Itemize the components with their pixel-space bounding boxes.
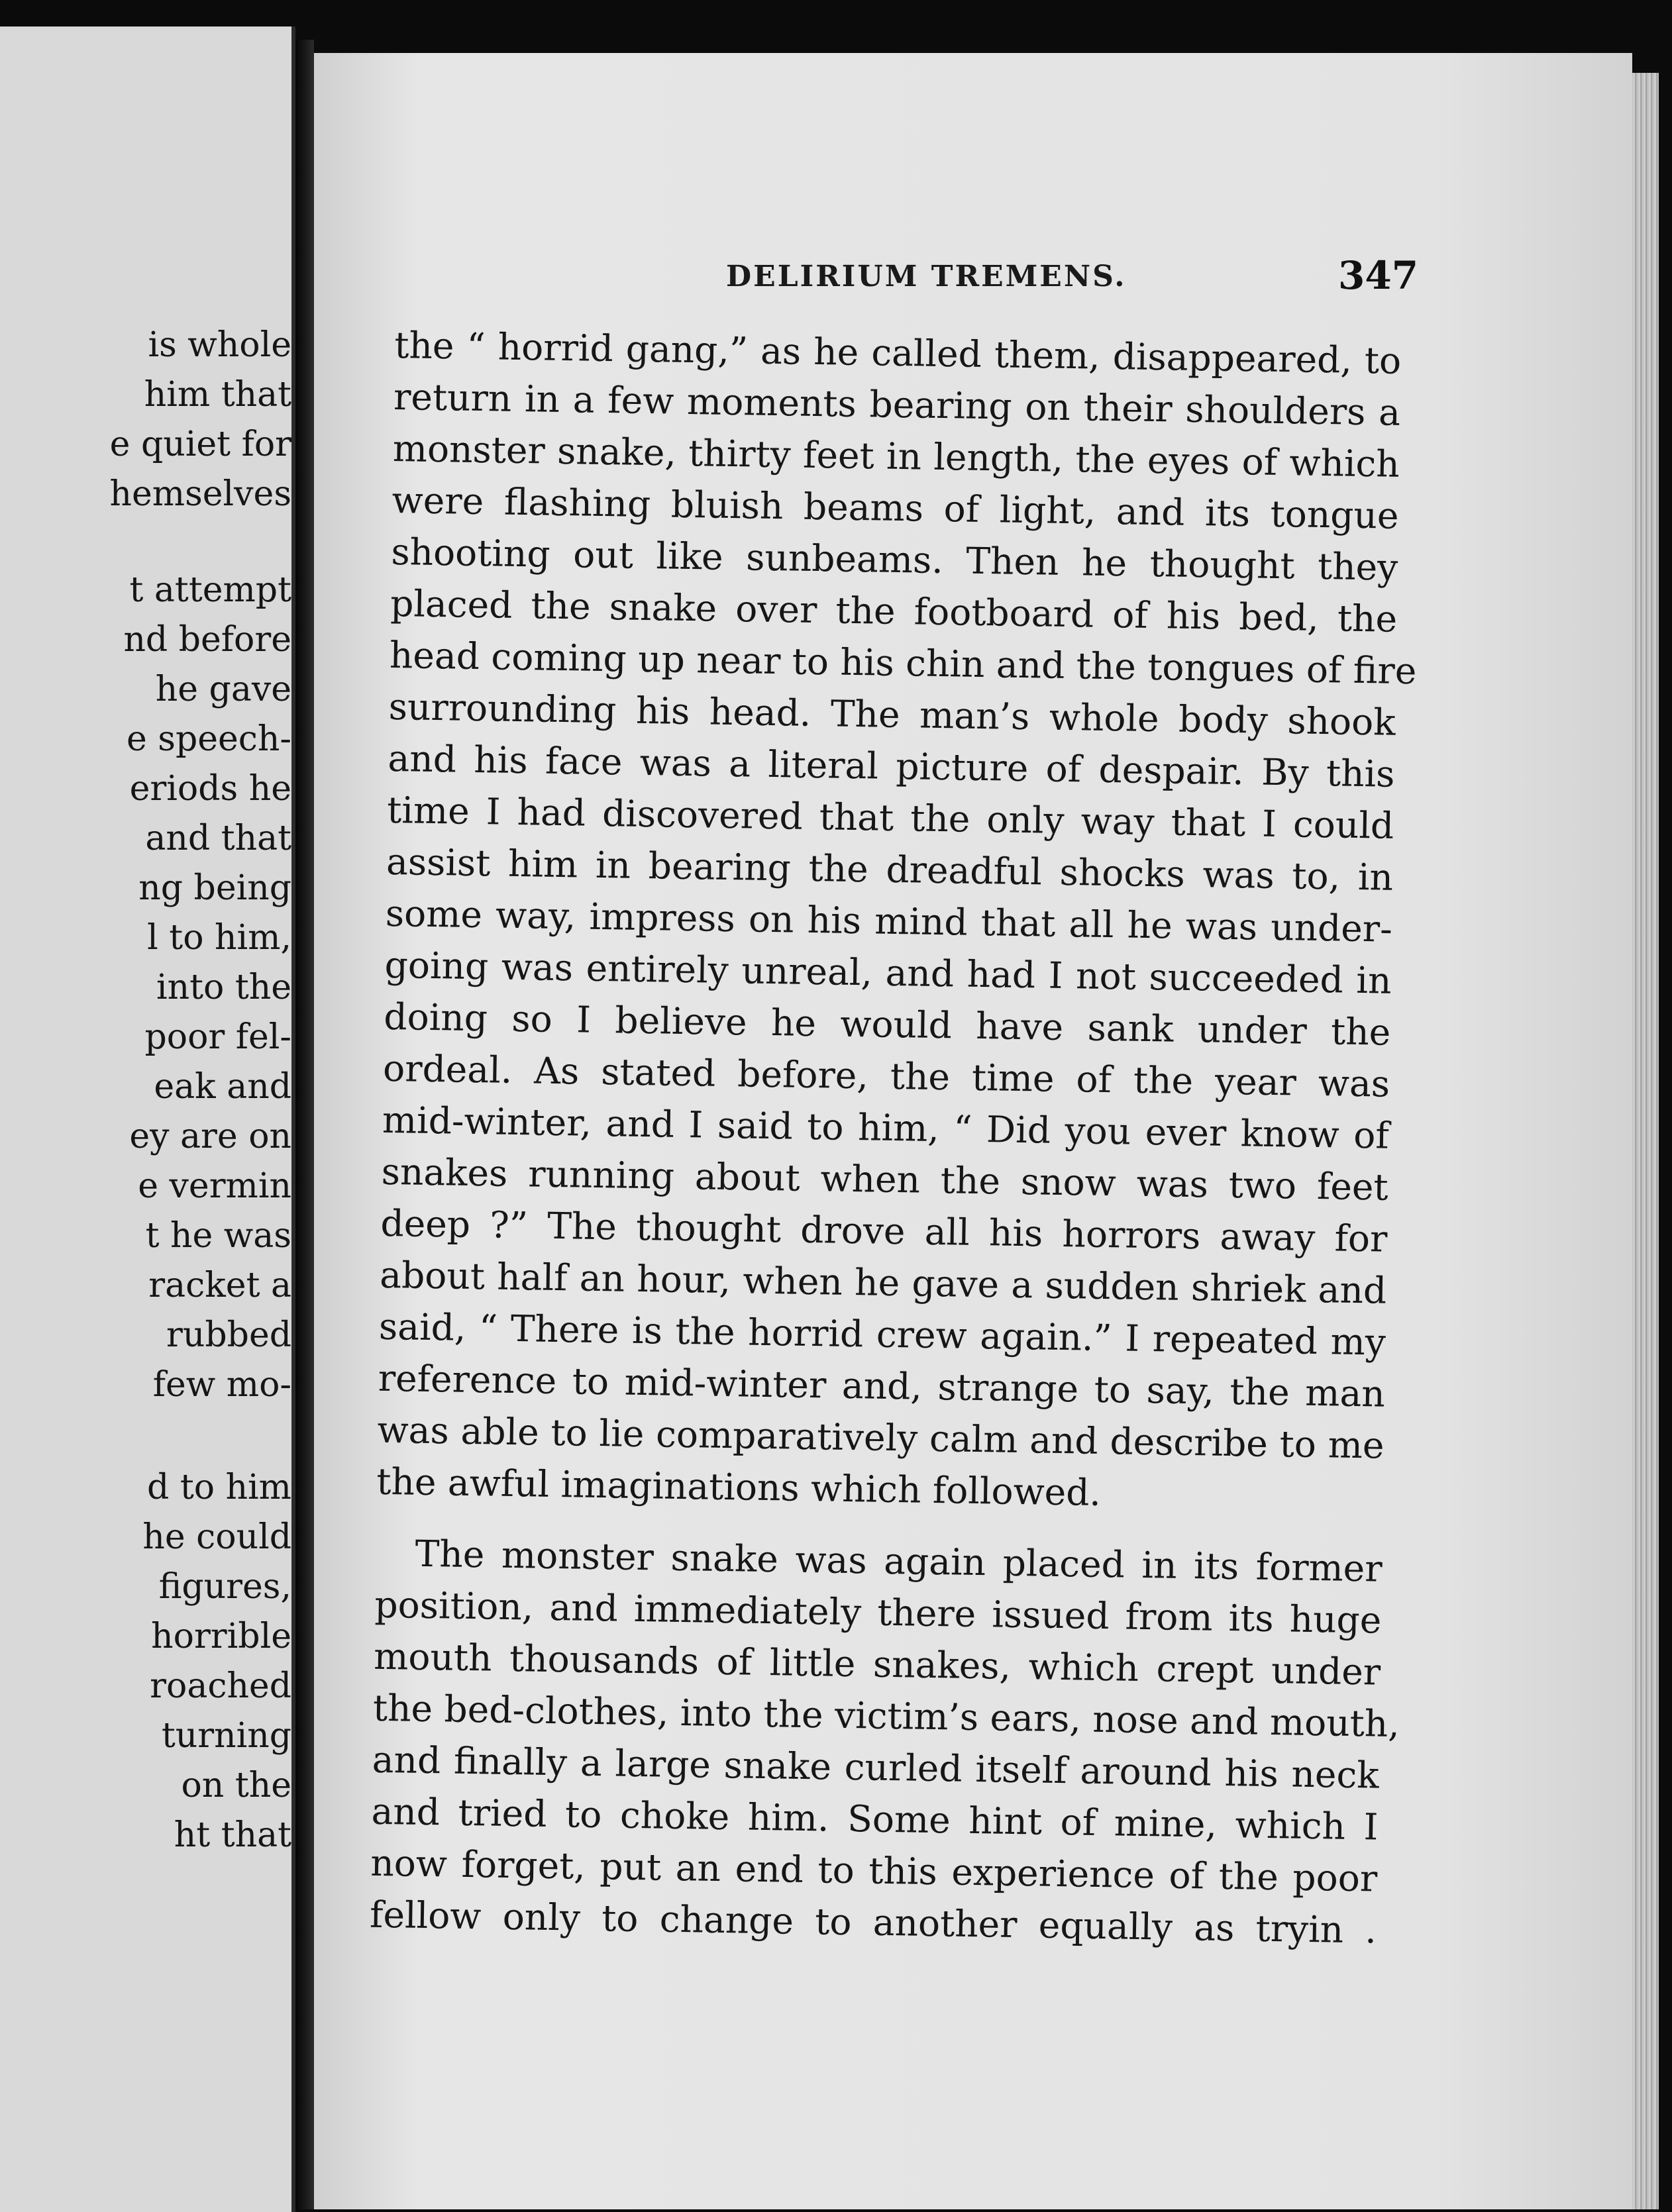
left-page-fragment: turning xyxy=(161,1716,291,1756)
text-line: about half an hour, when he gave a sudden shriek and xyxy=(379,1253,1387,1312)
left-page-fragment: and that xyxy=(145,819,291,858)
left-page-fragment: on the xyxy=(181,1766,291,1805)
left-page-fragment: roached xyxy=(150,1666,291,1706)
text-line: time I had discovered that the only way that I could xyxy=(386,788,1394,847)
text-line: mid-winter, and I said to him, “ Did you ever know of xyxy=(382,1098,1390,1157)
text-line: head coming up near to his chin and the tongues of fire xyxy=(389,633,1417,693)
text-line: monster snake, thirty feet in length, the eyes of which xyxy=(392,427,1400,485)
left-page-fragment: into the xyxy=(156,968,291,1007)
text-line: and his face was a literal picture of despair. By this xyxy=(388,736,1395,795)
text-line: shooting out like sunbeams. Then he thought they xyxy=(390,530,1398,589)
left-page-fragment: poor fel- xyxy=(144,1017,291,1057)
text-line: fellow only to change to another equally as tryin . xyxy=(369,1893,1377,1952)
left-page-fragment: few mo- xyxy=(152,1365,291,1405)
left-page-fragment: is whole xyxy=(148,325,291,365)
text-line: reference to mid-winter and, strange to say, the man xyxy=(378,1356,1386,1415)
left-page-fragment: eriods he xyxy=(129,769,291,809)
left-page-fragment: e quiet for xyxy=(109,425,291,464)
text-line: assist him in bearing the dreadful shocks was to, in xyxy=(386,840,1394,899)
text-line: were flashing bluish beams of light, and its tongue xyxy=(392,478,1400,537)
text-line: position, and immediately there issued from its huge xyxy=(374,1583,1382,1642)
text-line: ordeal. As stated before, the time of the year was xyxy=(382,1046,1390,1105)
body-text xyxy=(369,319,1417,1956)
text-line: return in a few moments bearing on their shoulders a xyxy=(393,375,1401,434)
text-line: the awful imaginations which followed. xyxy=(376,1460,1102,1514)
page-edges xyxy=(1632,73,1659,2209)
left-page-fragment: figures, xyxy=(158,1567,291,1607)
left-page-fragment: he could xyxy=(142,1517,291,1557)
left-page-fragment: he gave xyxy=(155,670,291,709)
left-page-fragment: ht that xyxy=(174,1815,291,1855)
left-page-fragment: nd before xyxy=(123,620,291,660)
left-page-fragment: ng being xyxy=(138,868,291,908)
left-page-fragment: him that xyxy=(144,375,291,415)
left-page-fragment: racket a xyxy=(148,1266,291,1305)
text-line: the bed-clothes, into the victim’s ears, nose and mouth, xyxy=(372,1686,1400,1746)
left-page-fragment: l to him, xyxy=(147,918,291,958)
left-page-fragment: hemselves xyxy=(109,474,291,514)
left-page-fragment: t he was xyxy=(145,1216,291,1256)
left-page-fragment: t attempt xyxy=(129,570,291,610)
text-line: said, “ There is the horrid crew again.” I repeated my xyxy=(378,1305,1386,1364)
text-line: mouth thousands of little snakes, which crept under xyxy=(373,1634,1381,1693)
text-line: some way, impress on his mind that all he was under- xyxy=(385,891,1393,950)
text-line: deep ?” The thought drove all his horrors away for xyxy=(380,1201,1388,1260)
text-line: The monster snake was again placed in its former xyxy=(415,1532,1383,1590)
left-page-fragment: rubbed xyxy=(166,1315,291,1355)
text-line: snakes running about when the snow was two feet xyxy=(381,1150,1389,1209)
left-page xyxy=(0,26,295,2212)
text-line: now forget, put an end to this experience of the poor xyxy=(370,1841,1378,1900)
running-title: DELIRIUM TREMENS. xyxy=(726,260,1127,293)
text-line: the “ horrid gang,” as he called them, disappeared, to xyxy=(393,323,1402,382)
book-gutter xyxy=(295,40,314,2209)
text-line: and finally a large snake curled itself around his neck xyxy=(372,1738,1380,1797)
left-page-fragment: eak and xyxy=(154,1067,291,1107)
left-page-fragment: e vermin xyxy=(138,1166,291,1206)
text-line: and tried to choke him. Some hint of mine, which I xyxy=(371,1789,1379,1848)
text-line: going was entirely unreal, and had I not succeeded in xyxy=(384,943,1392,1002)
text-line: surrounding his head. The man’s whole body shook xyxy=(388,685,1396,744)
text-line: doing so I believe he would have sank under the xyxy=(383,995,1391,1054)
left-page-fragment: horrible xyxy=(151,1617,291,1656)
left-page-fragment: d to him xyxy=(147,1468,291,1507)
text-line: placed the snake over the footboard of his bed, the xyxy=(390,581,1398,640)
page-number: 347 xyxy=(1338,253,1419,298)
left-page-fragment: e speech- xyxy=(126,719,291,759)
text-line: was able to lie comparatively calm and describe to me xyxy=(377,1408,1385,1467)
left-page-fragment: ey are on xyxy=(129,1117,291,1156)
